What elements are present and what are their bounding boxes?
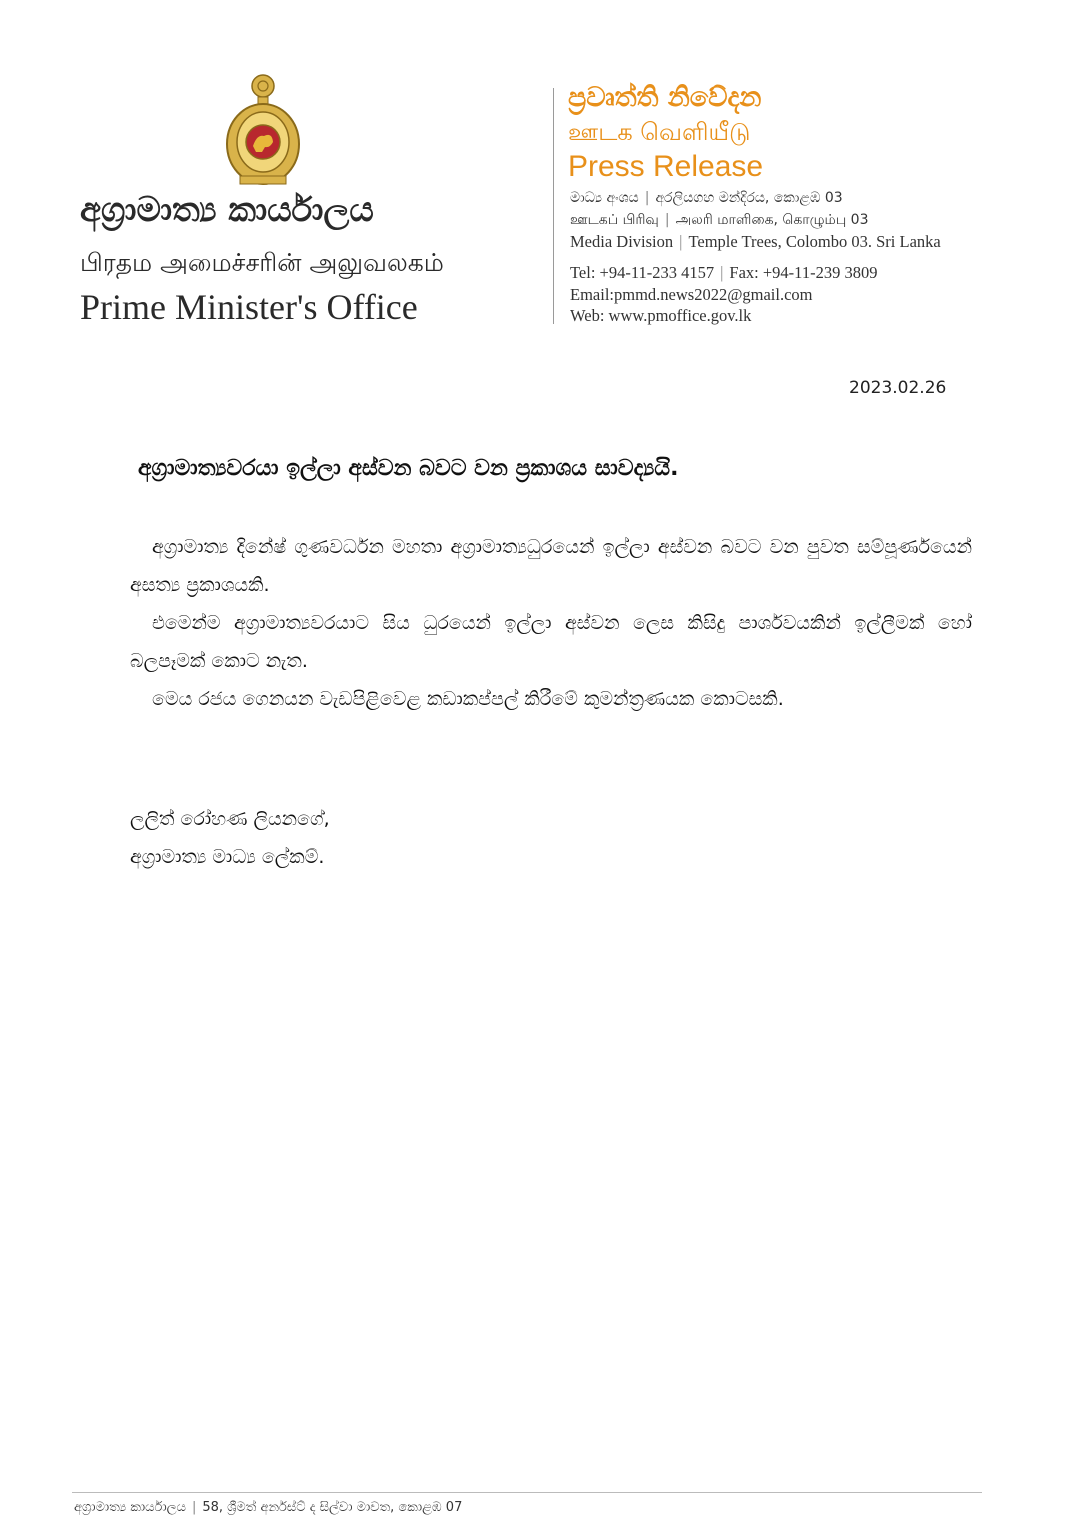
signatory-name: ලලිත් රෝහණ ලියනගේ, — [130, 808, 330, 830]
location-sinhala: අරලියගහ මන්දිරය, කොළඹ 03 — [655, 190, 843, 206]
office-name-english: Prime Minister's Office — [80, 287, 418, 327]
paragraph-3: මෙය රජය ගෙනයන වැඩපිළිවෙළ කඩාකප්පල් කිරීමේ කුමන්ත්‍රණයක කොටසකි. — [152, 688, 784, 710]
contact-row-english: Media Division | Temple Trees, Colombo 03. Sri Lanka — [570, 232, 941, 251]
press-release-tamil: ஊடக வெளியீடு — [568, 118, 751, 146]
tel-number: Tel: +94-11-233 4157 — [570, 263, 715, 282]
division-english: Media Division — [570, 232, 674, 251]
press-release-english: Press Release — [568, 150, 764, 183]
footer-address: අග්‍රාමාත්‍ය කාර්යාලය | 58, ශ්‍රීමත් අර්නස්ට් ද සිල්වා මාවත, කොළඹ 07 — [74, 1500, 463, 1515]
footer-address-text: 58, ශ්‍රීමත් අර්නස්ට් ද සිල්වා මාවත, කොළඹ 07 — [202, 1500, 463, 1515]
headline: අග්‍රාමාත්‍යවරයා ඉල්ලා අස්වන බවට වන ප්‍රකාශය සාවද්‍යයි. — [138, 456, 679, 481]
contact-row-tamil: ஊடகப் பிரிவு | அலரி மாளிகை, கொழும்பு 03 — [570, 212, 869, 228]
body-text — [130, 528, 972, 718]
phone-row: Tel: +94-11-233 4157 | Fax: +94-11-239 3809 — [570, 263, 878, 282]
signature-block — [130, 800, 330, 876]
footer-office: අග්‍රාමාත්‍ය කාර්යාලය — [74, 1500, 186, 1515]
contact-row-sinhala: මාධ්‍ය අංශය | අරලියගහ මන්දිරය, කොළඹ 03 — [570, 190, 843, 206]
office-name-sinhala: අග්‍රාමාත්‍ය කාර්යාලය — [80, 190, 374, 230]
fax-number: Fax: +94-11-239 3809 — [729, 263, 878, 282]
signatory-title: අග්‍රාමාත්‍ය මාධ්‍ය ලේකම්. — [130, 846, 325, 868]
division-sinhala: මාධ්‍ය අංශය — [570, 190, 639, 206]
division-tamil: ஊடகப் பிரிவு — [570, 212, 659, 228]
press-release-sinhala: ප්‍රවෘත්ති නිවේදන — [568, 82, 762, 113]
national-emblem — [222, 72, 304, 190]
header-divider — [553, 88, 554, 324]
paragraph-2: එමෙන්ම අග්‍රාමාත්‍යවරයාට සිය ධුරයෙන් ඉල්ලා අස්වන ලෙස කිසිදු පාර්ශවයකින් ඉල්ලීමක් හෝ බලපෑමක් කොට නැත. — [130, 612, 972, 672]
footer-divider — [72, 1492, 982, 1493]
paragraph-1: අග්‍රාමාත්‍ය දිනේෂ් ගුණවර්ධන මහතා අග්‍රාමාත්‍යධුරයෙන් ඉල්ලා අස්වන බවට වන පුවත සම්පූර්ණයෙන් අසත්‍ය ප්‍රකාශයකි. — [130, 536, 972, 596]
release-date: 2023.02.26 — [849, 378, 947, 398]
office-name-tamil: பிரதம அமைச்சரின் அலுவலகம் — [80, 248, 444, 277]
location-english: Temple Trees, Colombo 03. Sri Lanka — [688, 232, 941, 251]
location-tamil: அலரி மாளிகை, கொழும்பு 03 — [675, 212, 869, 228]
web-link[interactable]: Web: www.pmoffice.gov.lk — [570, 306, 752, 325]
email-link[interactable]: Email:pmmd.news2022@gmail.com — [570, 285, 813, 304]
